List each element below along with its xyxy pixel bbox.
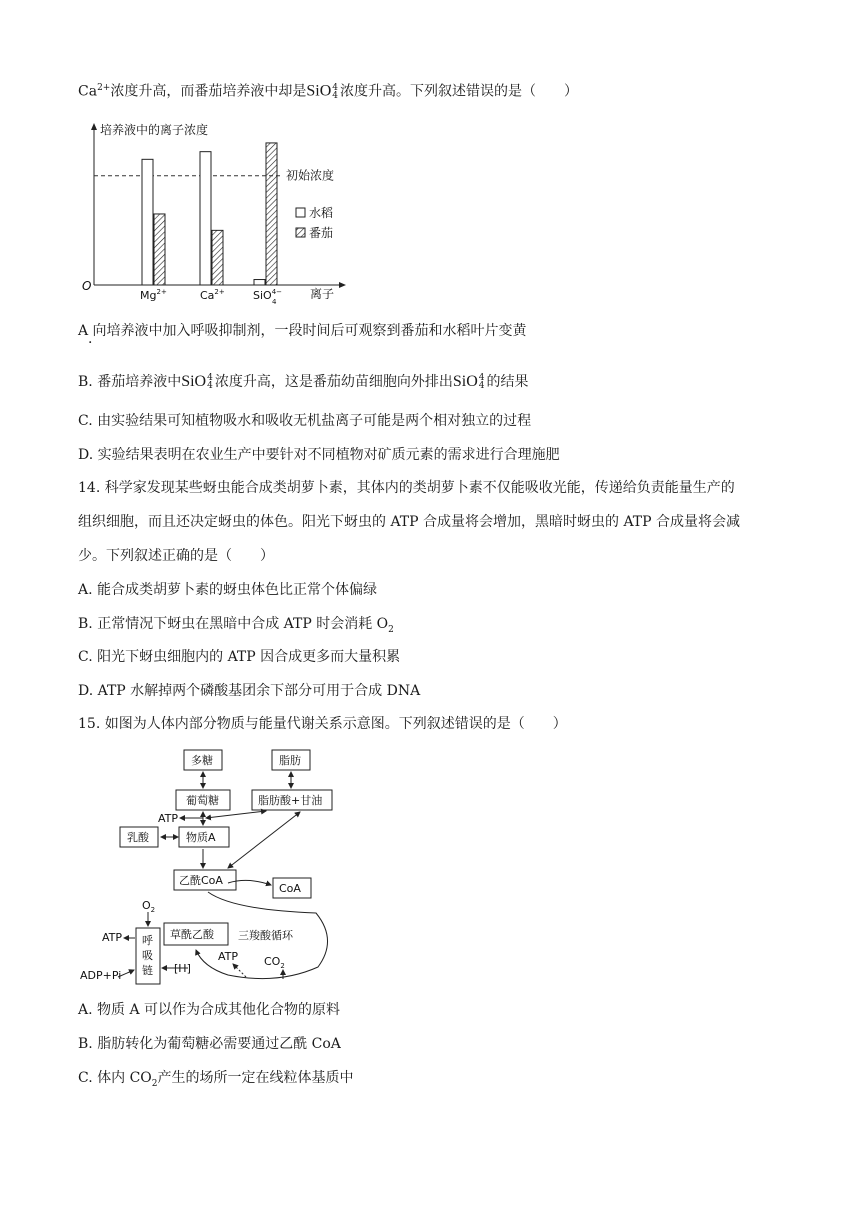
label-tca: 三羧酸循环 (238, 929, 293, 942)
q14-stem-line-2: 组织细胞，而且还决定蚜虫的体色。阳光下蚜虫的 ATP 合成量将会增加，黑暗时蚜虫的 ATP 合成量将会减 (78, 514, 741, 530)
q13-stem-silicate-sup: 4 (332, 82, 338, 93)
legend-tomato-swatch (296, 228, 305, 237)
q14-option-d: D. ATP 水解掉两个磷酸基团余下部分可用于合成 DNA (78, 683, 421, 699)
bar-rice-0 (142, 159, 153, 285)
label-fat: 脂肪 (279, 754, 301, 767)
q13-option-b-pre: B. 番茄培养液中 (78, 374, 182, 390)
q13-option-b-silicate-1: SiO (181, 373, 207, 390)
q15-stem: 15. 如图为人体内部分物质与能量代谢关系示意图。下列叙述错误的是（ ） (78, 716, 567, 732)
arrow-cycle-atp (233, 964, 246, 977)
q13-option-b-silicate-1-sup: 4 (207, 373, 213, 383)
label-atp-left: ATP (102, 931, 123, 944)
q15-option-c-sub: 2 (151, 1078, 158, 1089)
q15-option-c (78, 1068, 354, 1094)
q15-option-c-post: 产生的场所一定在线粒体基质中 (157, 1070, 354, 1086)
bar-tomato-2 (266, 143, 277, 285)
chart-x-axis-arrow (339, 282, 346, 288)
q13-stem-ca-charge: 2+ (97, 83, 111, 93)
bar-rice-2 (254, 280, 265, 285)
label-h: [H] (174, 962, 191, 975)
q13-option-a-text: A 向培养液中加入呼吸抑制剂，一段时间后可观察到番茄和水稻叶片变黄 (78, 323, 527, 339)
bar-tomato-0 (154, 214, 165, 285)
q14-option-b (78, 614, 394, 640)
q14-stem-line-3: 少。下列叙述正确的是（ ） (78, 548, 274, 564)
legend-rice-swatch (296, 208, 305, 217)
q13-option-b-silicate-1-index (207, 374, 213, 390)
q13-stem-silicate-index (332, 84, 338, 100)
q14-option-a: A. 能合成类胡萝卜素的蚜虫体色比正常个体偏绿 (78, 582, 378, 598)
chart-ylabel: 培养液中的离子浓度 (100, 123, 209, 137)
arrow-fattyacid-acetyl (228, 812, 300, 868)
q13-option-b-mid: 浓度升高，这是番茄幼苗细胞向外排出 (214, 374, 453, 390)
q13-stem (78, 78, 578, 102)
q13-option-b-silicate-2: SiO (452, 373, 478, 390)
label-glucose: 葡萄糖 (186, 794, 219, 807)
q13-stem-text-1: 浓度升高，而番茄培养液中却是 (110, 83, 307, 100)
q13-option-b (78, 372, 528, 392)
initial-concentration-label: 初始浓度 (286, 168, 335, 183)
q14-stem-line-1: 14. 科学家发现某些蚜虫能合成类胡萝卜素，其体内的类胡萝卜素不仅能吸收光能，传递给负责能量生产的 (78, 480, 735, 496)
q13-option-a-dot: · (88, 335, 93, 351)
label-resp-2: 吸 (142, 949, 153, 962)
chart-origin: O (82, 279, 92, 293)
label-adp-pi: ADP+Pi (80, 969, 122, 982)
tick-label-mg: $Mg^{2+}$ (140, 288, 167, 302)
q13-option-b-silicate-2-index (479, 374, 485, 390)
q15-option-c-pre: C. 体内 CO (78, 1070, 152, 1086)
tick-label-silicate: SiO$^{4-}$ 4 (253, 288, 283, 306)
label-co2: $CO_2$ (264, 955, 285, 970)
q13-option-b-post: 的结果 (486, 374, 529, 390)
q13-option-b-silicate-1-sub: 4 (207, 381, 213, 391)
metabolism-diagram (78, 745, 348, 990)
label-fatty-acid-glycerol: 脂肪酸+甘油 (258, 794, 323, 807)
q14-option-c: C. 阳光下蚜虫细胞内的 ATP 因合成更多而大量积累 (78, 649, 401, 665)
q13-option-d: D. 实验结果表明在农业生产中要针对不同植物对矿质元素的需求进行合理施肥 (78, 447, 560, 463)
chart-y-axis-arrow (91, 123, 97, 130)
label-atp-top: ATP (158, 812, 179, 825)
q15-option-a: A. 物质 A 可以作为合成其他化合物的原料 (78, 1002, 341, 1018)
q15-option-b: B. 脂肪转化为葡萄糖必需要通过乙酰 CoA (78, 1036, 341, 1052)
label-acetyl-coa: 乙酰CoA (179, 874, 223, 887)
q13-option-c: C. 由实验结果可知植物吸水和吸收无机盐离子可能是两个相对独立的过程 (78, 413, 532, 429)
q13-stem-silicate-sub: 4 (332, 90, 338, 101)
chart-bars (142, 143, 277, 285)
label-polysaccharide: 多糖 (191, 754, 213, 767)
label-resp-1: 呼 (142, 934, 153, 947)
bar-rice-1 (200, 152, 211, 285)
q13-option-b-silicate-2-sup: 4 (478, 373, 485, 383)
label-o2: $O_2$ (142, 899, 156, 914)
q14-option-b-text: B. 正常情况下蚜虫在黑暗中合成 ATP 时会消耗 O (78, 616, 389, 632)
q14-option-b-sub: 2 (388, 624, 394, 635)
label-lactic-acid: 乳酸 (127, 831, 149, 844)
tick-label-ca: $Ca^{2+}$ (200, 288, 225, 302)
bar-tomato-1 (212, 230, 223, 285)
arrow-glucose-fattyacid (206, 811, 266, 818)
label-atp-cycle: ATP (218, 950, 239, 963)
chart-xlabel: 离子 (310, 287, 335, 301)
legend-tomato-label: 番茄 (309, 226, 334, 240)
q13-option-b-silicate-2-sub: 4 (478, 381, 485, 391)
legend-rice-label: 水稻 (309, 206, 334, 220)
q13-stem-silicate: SiO (306, 82, 332, 100)
q13-stem-text-2: 浓度升高。下列叙述错误的是（ ） (339, 83, 578, 100)
label-oxaloacetate: 草酰乙酸 (170, 928, 214, 941)
label-substance-a: 物质A (186, 831, 216, 844)
label-coa: CoA (279, 882, 301, 895)
ion-concentration-chart (78, 120, 368, 310)
label-resp-3: 链 (142, 964, 153, 977)
q13-option-a (78, 321, 527, 341)
q13-stem-ca: Ca (78, 83, 98, 100)
